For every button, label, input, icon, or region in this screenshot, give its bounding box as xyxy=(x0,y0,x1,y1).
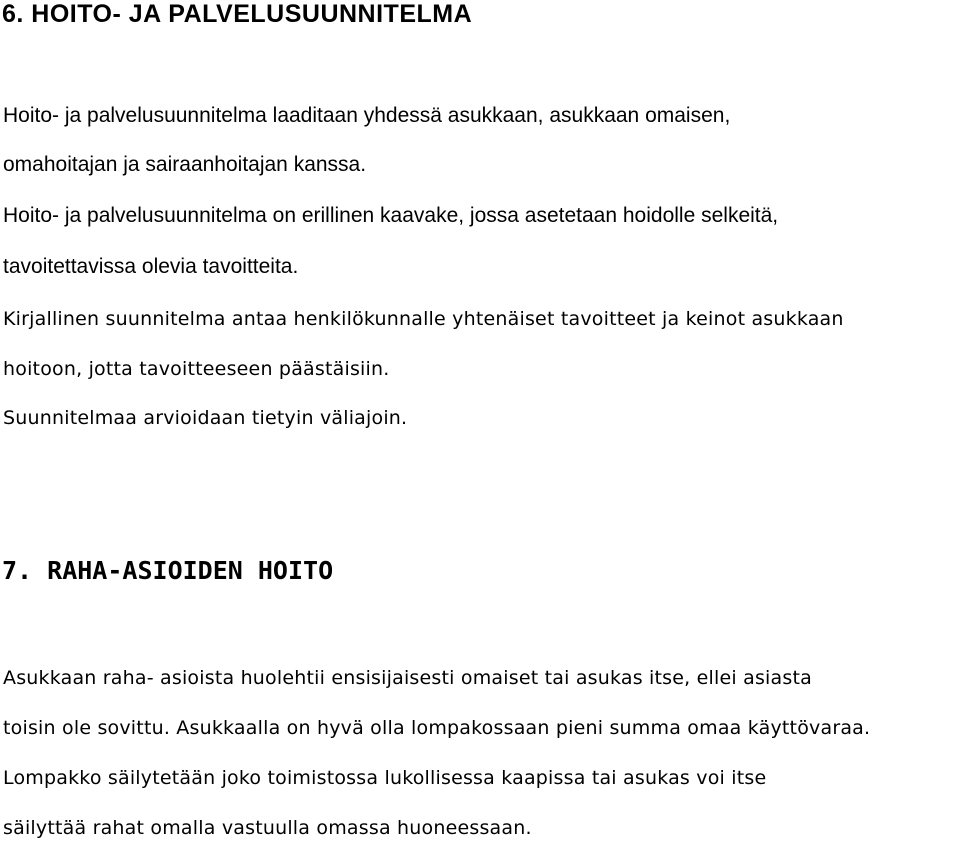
section-6-line-2: omahoitajan ja sairaanhoitajan kanssa. xyxy=(3,153,367,176)
section-6-line-5: Kirjallinen suunnitelma antaa henkilökunnalle yhtenäiset tavoitteet ja keinot asukkaan xyxy=(3,308,844,330)
section-7-line-2: toisin ole sovittu. Asukkaalla on hyvä olla lompakossaan pieni summa omaa käyttövaraa. xyxy=(3,717,871,739)
section-6-heading: 6. HOITO- JA PALVELUSUUNNITELMA xyxy=(2,0,473,28)
section-7-line-1: Asukkaan raha- asioista huolehtii ensisijaisesti omaiset tai asukas itse, ellei asiasta xyxy=(3,667,812,689)
section-6-line-7: Suunnitelmaa arvioidaan tietyin väliajoin. xyxy=(3,407,408,429)
section-7-line-4: säilyttää rahat omalla vastuulla omassa huoneessaan. xyxy=(3,817,532,839)
section-6-line-6: hoitoon, jotta tavoitteeseen päästäisiin. xyxy=(3,358,390,380)
section-6-line-3: Hoito- ja palvelusuunnitelma on erillinen kaavake, jossa asetetaan hoidolle selkeitä, xyxy=(3,204,779,227)
section-6-line-4: tavoitettavissa olevia tavoitteita. xyxy=(3,255,299,278)
section-6-line-1: Hoito- ja palvelusuunnitelma laaditaan yhdessä asukkaan, asukkaan omaisen, xyxy=(3,104,731,127)
section-7-line-3: Lompakko säilytetään joko toimistossa lukollisessa kaapissa tai asukas voi itse xyxy=(3,767,767,789)
section-7-heading: 7. RAHA-ASIOIDEN HOITO xyxy=(2,556,334,585)
